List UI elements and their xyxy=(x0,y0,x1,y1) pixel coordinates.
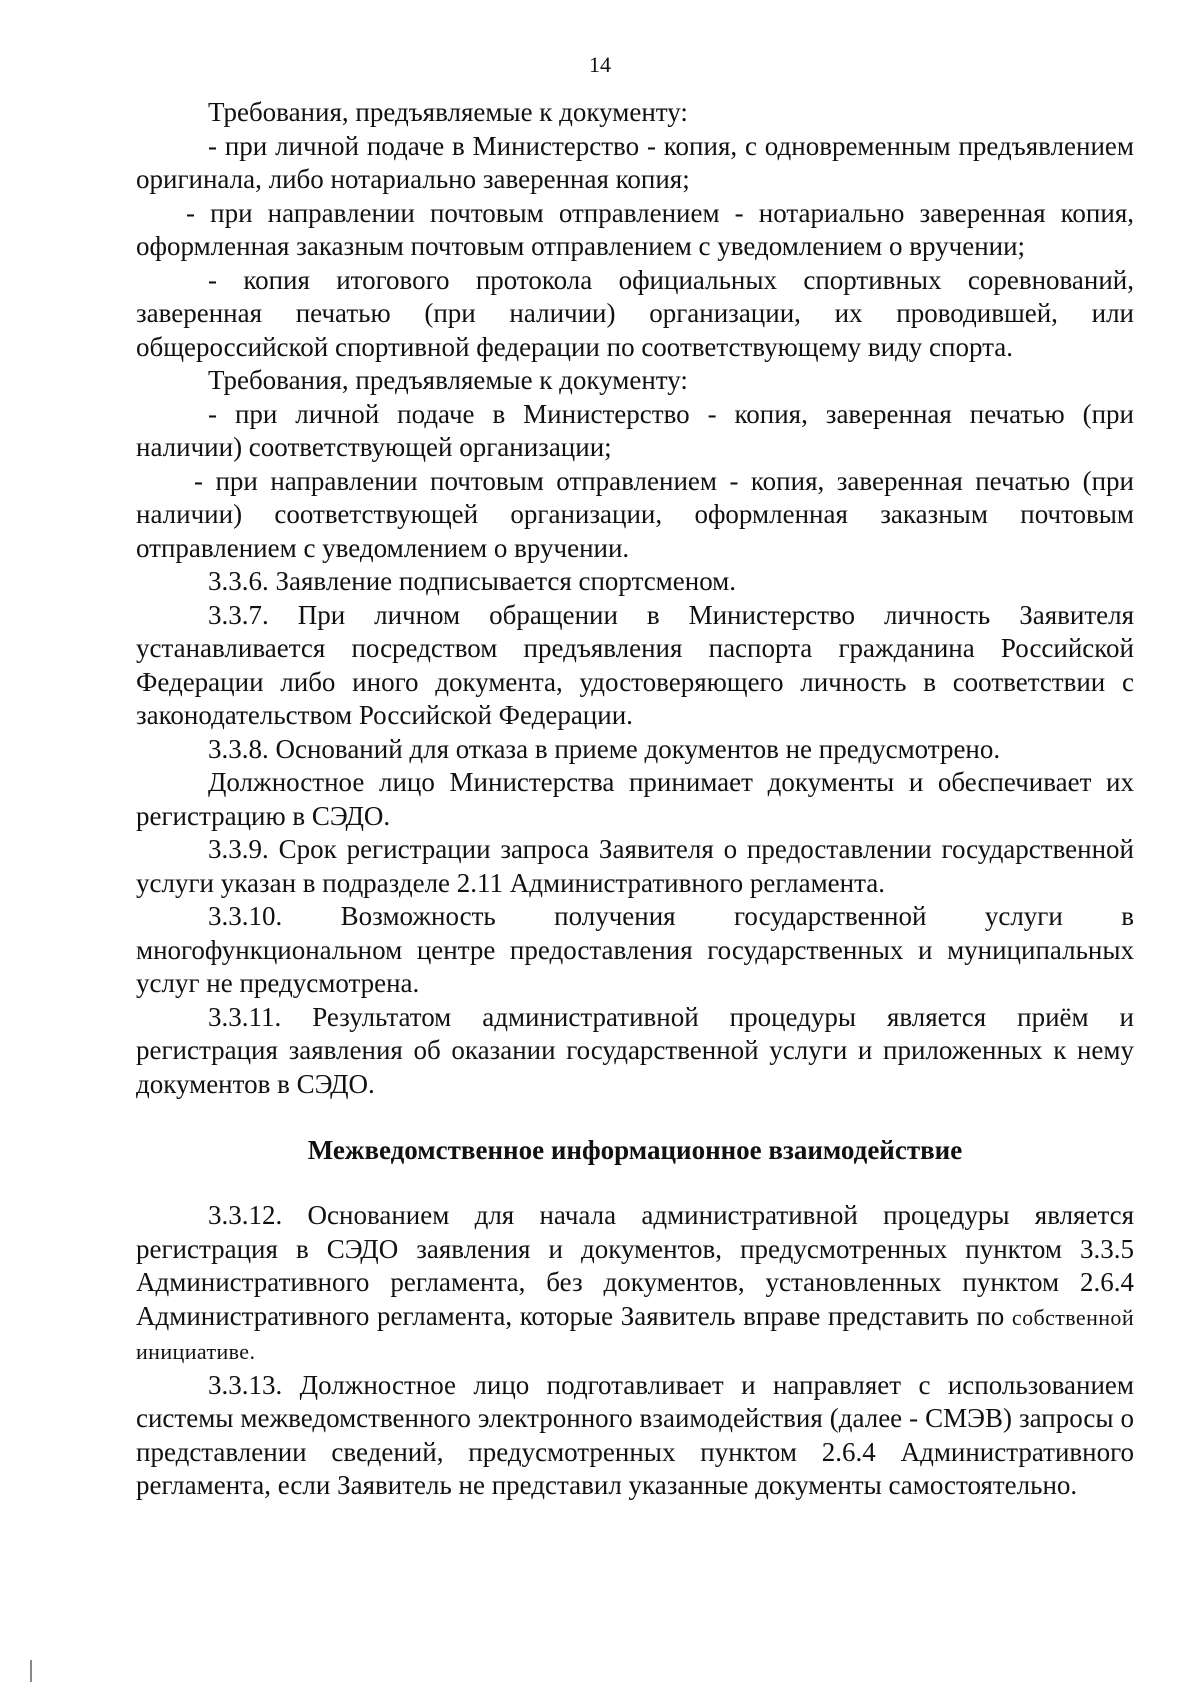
section-heading: Межведомственное информационное взаимодействие xyxy=(307,1135,963,1165)
paragraph: 3.3.10. Возможность получения государственной услуги в многофункциональном центре предоставления государственных и муниципальных услуг не предусмотрена. xyxy=(136,901,1134,998)
page-number: 14 xyxy=(589,52,611,77)
paragraph: 3.3.9. Срок регистрации запроса Заявителя о предоставлении государственной услуги указан в подразделе 2.11 Административного регламента. xyxy=(136,834,1134,898)
paragraph xyxy=(136,1199,1134,1369)
paragraph: Требования, предъявляемые к документу: xyxy=(208,97,688,127)
paragraph: - при личной подаче в Министерство - копия, с одновременным предъявлением оригинала, либо нотариально заверенная копия; xyxy=(136,130,1134,194)
paragraph-text-tail: собственной инициативе. xyxy=(136,1304,1134,1364)
paragraph: 3.3.8. Оснований для отказа в приеме документов не предусмотрено. xyxy=(208,733,1001,764)
paragraph: - при личной подаче в Министерство - копия, заверенная печатью (при наличии) соответствующей организации; xyxy=(136,398,1134,462)
margin-mark xyxy=(30,1660,32,1682)
paragraph: - при направлении почтовым отправлением - нотариально заверенная копия, оформленная заказным почтовым отправлением с уведомлением о вручении; xyxy=(136,197,1134,261)
paragraph: - при направлении почтовым отправлением - копия, заверенная печатью (при наличии) соответствующей организации, оформленная заказным почтовым отправлением с уведомлением о вручении. xyxy=(136,465,1134,563)
paragraph: 3.3.7. При личном обращении в Министерство личность Заявителя устанавливается посредством предъявления паспорта гражданина Российской Федерации либо иного документа, удостоверяющего личность в соответствии с законодательством Российской Федерации. xyxy=(136,599,1134,730)
document-body xyxy=(136,96,1134,1503)
paragraph: Должностное лицо Министерства принимает документы и обеспечивает их регистрацию в СЭДО. xyxy=(136,767,1134,831)
paragraph-text: 3.3.12. Основанием для начала административной процедуры является регистрация в СЭДО заявления и документов, предусмотренных пунктом 3.3.5 Административного регламента, без документов, установленных пунктом 2.6.4 Административного регламента, которые Заявитель вправе представить по xyxy=(136,1200,1134,1331)
paragraph: 3.3.6. Заявление подписывается спортсменом. xyxy=(208,566,737,596)
paragraph: - копия итогового протокола официальных спортивных соревнований, заверенная печатью (при наличии) организации, их проводившей, или общероссийской спортивной федерации по соответствующему виду спорта. xyxy=(136,264,1134,362)
paragraph: 3.3.11. Результатом административной процедуры является приём и регистрация заявления об оказании государственной услуги и приложенных к нему документов в СЭДО. xyxy=(136,1001,1134,1099)
paragraph: 3.3.13. Должностное лицо подготавливает и направляет с использованием системы межведомственного электронного взаимодействия (далее - СМЭВ) запросы о представлении сведений, предусмотренных пунктом 2.6.4 Административного регламента, если Заявитель не представил указанные документы самостоятельно. xyxy=(136,1369,1134,1500)
paragraph: Требования, предъявляемые к документу: xyxy=(208,365,688,395)
